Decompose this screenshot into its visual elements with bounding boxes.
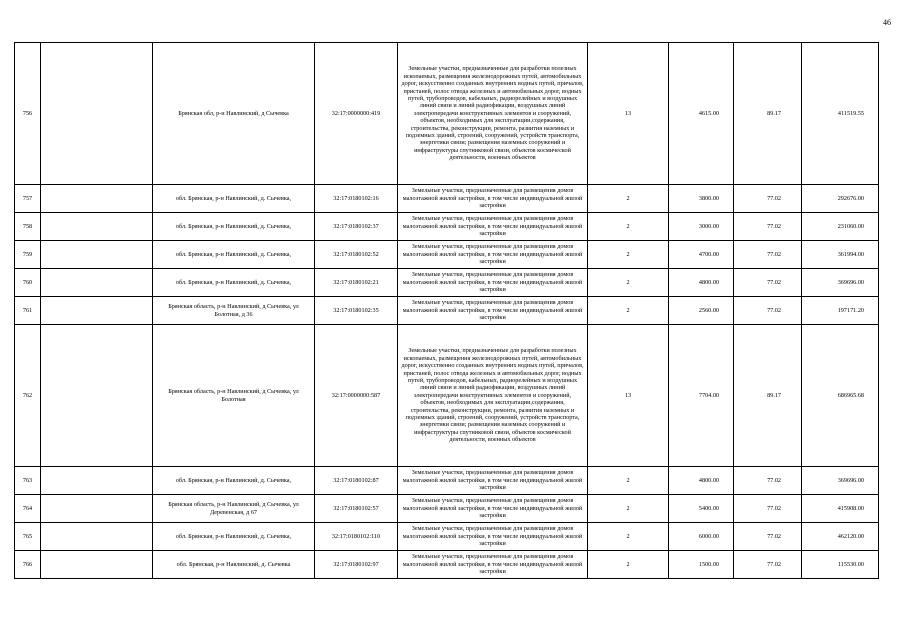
area-cell: 5400.00	[669, 495, 734, 523]
address-cell: обл. Брянская, р-н Навлинский, д. Сычевка,	[153, 241, 315, 269]
rate-cell: 89.17	[734, 325, 802, 467]
land-use-cell: Земельные участки, предназначенные для размещения домов малоэтажной жилой застройки, в том числе индивидуальной жилой застройки	[398, 551, 588, 579]
blank-cell	[41, 523, 153, 551]
blank-cell	[41, 495, 153, 523]
address-cell: обл. Брянская, р-н Навлинский, д. Сычевка,	[153, 269, 315, 297]
row-number: 757	[15, 185, 41, 213]
blank-cell	[41, 269, 153, 297]
land-use-cell: Земельные участки, предназначенные для размещения домов малоэтажной жилой застройки, в том числе индивидуальной жилой застройки	[398, 467, 588, 495]
blank-cell	[41, 467, 153, 495]
cadastral-value-cell: 115530.00	[802, 551, 879, 579]
blank-cell	[41, 185, 153, 213]
land-use-cell: Земельные участки, предназначенные для разработки полезных ископаемых, размещения железнодорожных путей, автомобильных дорог, искусственно созданных внутренних водных путей, причалов, пристаней, полос отвода железных и автомобильных дорог, водных путей, трубопроводов, кабельных, радиорелейных и воздушных линий связи и линий радиофикации, воздушных линий электропередачи конструктивных элементов и сооружений, объектов, необходимых для эксплуатации,содержания, строительства, реконструкции, ремонта, развития наземных и подземных зданий, строений, сооружений, устройств транспорта, энергетики связи; размещения наземных сооружений и инфраструктуры спутниковой связи, объектов космической деятельности, военных объектов	[398, 325, 588, 467]
cadastral-number-cell: 32:17:0180102:97	[315, 551, 398, 579]
rate-cell: 77.02	[734, 297, 802, 325]
table-row	[15, 551, 879, 579]
blank-cell	[41, 213, 153, 241]
cadastral-value-cell: 415908.00	[802, 495, 879, 523]
cadastral-number-cell: 32:17:0180102:57	[315, 495, 398, 523]
land-use-cell: Земельные участки, предназначенные для размещения домов малоэтажной жилой застройки, в том числе индивидуальной жилой застройки	[398, 185, 588, 213]
land-use-cell: Земельные участки, предназначенные для размещения домов малоэтажной жилой застройки, в том числе индивидуальной жилой застройки	[398, 523, 588, 551]
table-row	[15, 495, 879, 523]
address-cell: обл. Брянская, р-н Навлинский, д. Сычевка,	[153, 213, 315, 241]
area-cell: 3800.00	[669, 185, 734, 213]
use-code-cell: 2	[588, 467, 669, 495]
table-row	[15, 269, 879, 297]
table-body	[15, 43, 879, 579]
table-row	[15, 523, 879, 551]
blank-cell	[41, 241, 153, 269]
cadastral-number-cell: 32:17:0180102:52	[315, 241, 398, 269]
area-cell: 6000.00	[669, 523, 734, 551]
cadastral-value-cell: 292676.00	[802, 185, 879, 213]
cadastral-value-cell: 369696.00	[802, 269, 879, 297]
cadastral-number-cell: 32:17:0180102:87	[315, 467, 398, 495]
use-code-cell: 2	[588, 495, 669, 523]
rate-cell: 89.17	[734, 43, 802, 185]
address-cell: Брянская область, р-н Навлинский, д Сычевка, ул Болотная, д 36	[153, 297, 315, 325]
rate-cell: 77.02	[734, 551, 802, 579]
area-cell: 4800.00	[669, 269, 734, 297]
row-number: 758	[15, 213, 41, 241]
row-number: 766	[15, 551, 41, 579]
use-code-cell: 2	[588, 269, 669, 297]
land-use-cell: Земельные участки, предназначенные для размещения домов малоэтажной жилой застройки, в том числе индивидуальной жилой застройки	[398, 241, 588, 269]
land-registry-table	[14, 42, 879, 579]
area-cell: 1500.00	[669, 551, 734, 579]
land-use-cell: Земельные участки, предназначенные для разработки полезных ископаемых, размещения железнодорожных путей, автомобильных дорог, искусственно созданных внутренних водных путей, причалов, пристаней, полос отвода железных и автомобильных дорог, водных путей, трубопроводов, кабельных, радиорелейных и воздушных линий связи и линий радиофикации, воздушных линий электропередачи конструктивных элементов и сооружений, объектов, необходимых для эксплуатации,содержания, строительства, реконструкции, ремонта, развития наземных и подземных зданий, строений, сооружений, устройств транспорта, энергетики связи; размещения наземных сооружений и инфраструктуры спутниковой связи, объектов космической деятельности, военных объектов	[398, 43, 588, 185]
land-use-cell: Земельные участки, предназначенные для размещения домов малоэтажной жилой застройки, в том числе индивидуальной жилой застройки	[398, 297, 588, 325]
cadastral-value-cell: 411519.55	[802, 43, 879, 185]
use-code-cell: 13	[588, 325, 669, 467]
row-number: 765	[15, 523, 41, 551]
address-cell: обл. Брянская, р-н Навлинский, д. Сычевка,	[153, 467, 315, 495]
page-number: 46	[883, 18, 891, 27]
row-number: 761	[15, 297, 41, 325]
rate-cell: 77.02	[734, 185, 802, 213]
address-cell: Брянская область, р-н Навлинский, д Сычевка, ул Деревенская, д 67	[153, 495, 315, 523]
cadastral-number-cell: 32:17:0180102:21	[315, 269, 398, 297]
rate-cell: 77.02	[734, 269, 802, 297]
cadastral-number-cell: 32:17:0000000:587	[315, 325, 398, 467]
table-row	[15, 43, 879, 185]
table-row	[15, 213, 879, 241]
table-row	[15, 467, 879, 495]
cadastral-value-cell: 369696.00	[802, 467, 879, 495]
blank-cell	[41, 551, 153, 579]
cadastral-value-cell: 462120.00	[802, 523, 879, 551]
area-cell: 7704.00	[669, 325, 734, 467]
area-cell: 3000.00	[669, 213, 734, 241]
table-row	[15, 297, 879, 325]
rate-cell: 77.02	[734, 213, 802, 241]
land-use-cell: Земельные участки, предназначенные для размещения домов малоэтажной жилой застройки, в том числе индивидуальной жилой застройки	[398, 269, 588, 297]
row-number: 763	[15, 467, 41, 495]
cadastral-number-cell: 32:17:0000000:419	[315, 43, 398, 185]
address-cell: обл. Брянская, р-н Навлинский, д. Сычевка	[153, 551, 315, 579]
use-code-cell: 2	[588, 185, 669, 213]
cadastral-value-cell: 361994.00	[802, 241, 879, 269]
blank-cell	[41, 43, 153, 185]
cadastral-number-cell: 32:17:0180102:110	[315, 523, 398, 551]
rate-cell: 77.02	[734, 467, 802, 495]
table-row	[15, 241, 879, 269]
area-cell: 4800.00	[669, 467, 734, 495]
blank-cell	[41, 325, 153, 467]
cadastral-value-cell: 231060.00	[802, 213, 879, 241]
use-code-cell: 2	[588, 297, 669, 325]
area-cell: 4615.00	[669, 43, 734, 185]
cadastral-value-cell: 686965.68	[802, 325, 879, 467]
rate-cell: 77.02	[734, 523, 802, 551]
use-code-cell: 2	[588, 523, 669, 551]
row-number: 759	[15, 241, 41, 269]
use-code-cell: 2	[588, 213, 669, 241]
area-cell: 2560.00	[669, 297, 734, 325]
use-code-cell: 13	[588, 43, 669, 185]
land-use-cell: Земельные участки, предназначенные для размещения домов малоэтажной жилой застройки, в том числе индивидуальной жилой застройки	[398, 213, 588, 241]
rate-cell: 77.02	[734, 495, 802, 523]
area-cell: 4700.00	[669, 241, 734, 269]
rate-cell: 77.02	[734, 241, 802, 269]
row-number: 764	[15, 495, 41, 523]
row-number: 762	[15, 325, 41, 467]
cadastral-number-cell: 32:17:0180102:35	[315, 297, 398, 325]
table-row	[15, 185, 879, 213]
cadastral-number-cell: 32:17:0180102:37	[315, 213, 398, 241]
row-number: 756	[15, 43, 41, 185]
land-use-cell: Земельные участки, предназначенные для размещения домов малоэтажной жилой застройки, в том числе индивидуальной жилой застройки	[398, 495, 588, 523]
address-cell: обл. Брянская, р-н Навлинский, д. Сычевка,	[153, 185, 315, 213]
blank-cell	[41, 297, 153, 325]
address-cell: Брянская обл, р-н Навлинский, д Сычевка	[153, 43, 315, 185]
table-row	[15, 325, 879, 467]
address-cell: обл. Брянская, р-н Навлинский, д. Сычевка,	[153, 523, 315, 551]
cadastral-number-cell: 32:17:0180102:16	[315, 185, 398, 213]
address-cell: Брянская область, р-н Навлинский, д Сычевка, ул Болотная	[153, 325, 315, 467]
row-number: 760	[15, 269, 41, 297]
use-code-cell: 2	[588, 551, 669, 579]
cadastral-value-cell: 197171.20	[802, 297, 879, 325]
use-code-cell: 2	[588, 241, 669, 269]
